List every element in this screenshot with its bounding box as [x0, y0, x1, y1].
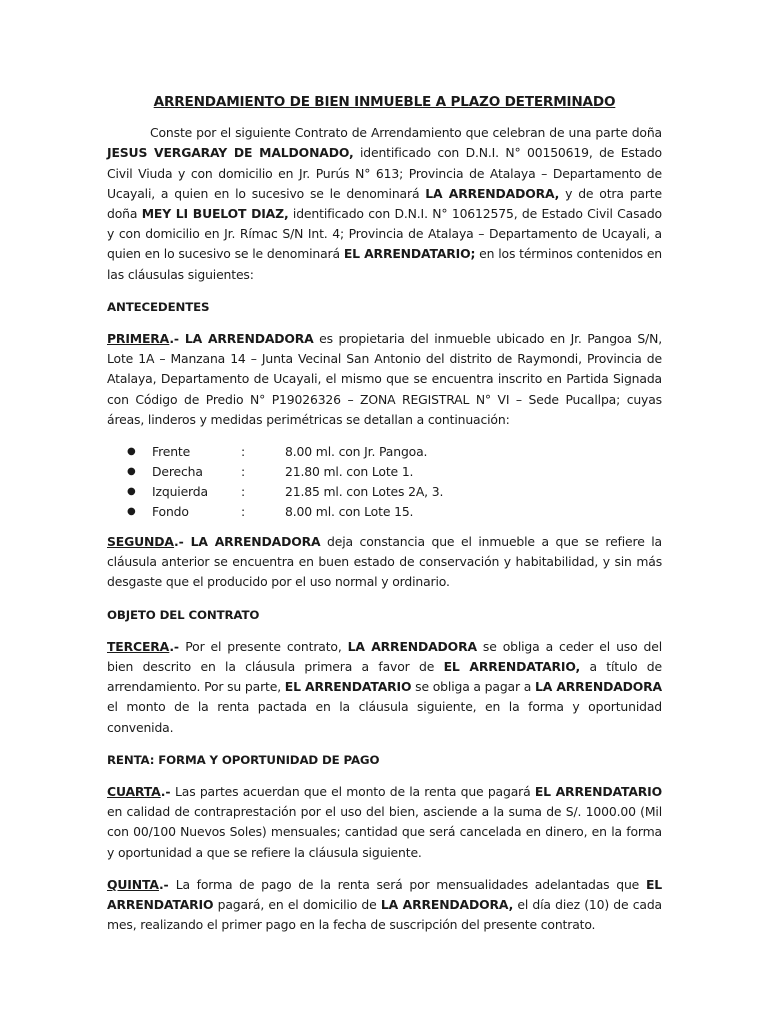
lessor-term: LA ARRENDADORA [190, 534, 321, 550]
clause-text: a título de arrendamiento. Por su parte, [107, 659, 662, 695]
boundary-colon: : [241, 463, 246, 479]
bullet-icon: ● [127, 505, 136, 517]
clause-text: en calidad de contraprestación por el uso del bien, asciende a la suma de S/. 1000.00 (Mil con 00/100 Nuevos Soles) mensuales; cantidad que será cancelada en dinero, en la forma y oportunidad a que se refiere la cláusula siguiente. [107, 804, 662, 860]
clause-separator: .- [174, 534, 191, 550]
clause-label: QUINTA [107, 876, 159, 892]
clause-separator: .- [169, 331, 185, 347]
clause-text: el día diez (10) de cada mes, realizando el primer pago en la fecha de suscripción del presente contrato. [107, 897, 662, 933]
lessor-term: LA ARRENDADORA [534, 679, 663, 695]
clause-text: Por el presente contrato, [185, 638, 348, 654]
boundary-value: 8.00 ml. con Lote 15. [285, 503, 414, 519]
clause-tercera [107, 637, 662, 738]
intro-text: identificado con D.N.I. N° 10612575, de Estado Civil Casado y con domicilio en Jr. Rímac S/N Int. 4; Provincia de Atalaya – Departamento de Ucayali, a quien en lo sucesivo se le denominará [107, 206, 662, 262]
clause-segunda [107, 532, 662, 593]
clause-text: se obliga a ceder el uso del bien descrito en la cláusula primera a favor de [107, 638, 662, 675]
list-item [127, 462, 662, 482]
boundary-colon: : [241, 483, 246, 499]
clause-label: PRIMERA [107, 331, 170, 347]
list-item [127, 482, 662, 502]
party-lessee-name: MEY LI BUELOT DIAZ, [141, 206, 289, 222]
clause-label: TERCERA [107, 638, 170, 654]
boundary-value: 21.80 ml. con Lote 1. [285, 463, 414, 479]
boundary-colon: : [241, 503, 246, 519]
property-boundaries-list [107, 442, 662, 522]
bullet-icon: ● [127, 445, 136, 457]
section-heading-renta: RENTA: FORMA Y OPORTUNIDAD DE PAGO [107, 752, 380, 767]
party-lessor-name: JESUS VERGARAY DE MALDONADO, [107, 145, 354, 161]
lessee-term: EL ARRENDATARIO [534, 784, 662, 800]
bullet-icon: ● [127, 465, 136, 477]
clause-separator: .- [169, 638, 186, 654]
lessee-term: EL ARRENDATARIO [107, 876, 662, 913]
lessor-term: LA ARRENDADORA, [380, 897, 514, 913]
clause-label: CUARTA [107, 784, 161, 800]
lessee-term: EL ARRENDATARIO; [343, 246, 476, 262]
list-item [127, 502, 662, 522]
list-item [127, 442, 662, 462]
clause-label: SEGUNDA [107, 534, 175, 550]
section-heading-antecedentes: ANTECEDENTES [107, 299, 210, 314]
clause-separator: .- [160, 784, 176, 800]
clause-quinta [107, 875, 662, 936]
clause-text: se obliga a pagar a [411, 679, 535, 695]
clause-text: el monto de la renta pactada en la cláusula siguiente, en la forma y oportunidad convenida. [107, 699, 662, 735]
boundary-colon: : [241, 443, 246, 459]
intro-paragraph [107, 123, 662, 285]
section-heading-objeto: OBJETO DEL CONTRATO [107, 607, 260, 622]
intro-text: identificado con D.N.I. N° 00150619, de Estado Civil Viuda y con domicilio en Jr. Purús N° 613; Provincia de Atalaya – Departamento de Ucayali, a quien en lo sucesivo se le denominará [107, 145, 662, 201]
lessee-term: EL ARRENDATARIO, [443, 659, 581, 675]
boundary-label: Fondo [152, 503, 189, 519]
boundary-value: 8.00 ml. con Jr. Pangoa. [285, 443, 428, 459]
intro-text: Conste por el siguiente Contrato de Arrendamiento que celebran de una parte doña [150, 125, 662, 141]
boundary-label: Derecha [152, 463, 203, 479]
clause-separator: .- [158, 876, 176, 892]
intro-text: y de otra parte doña [107, 185, 662, 222]
intro-text: en los términos contenidos en las cláusulas siguientes: [107, 246, 662, 282]
clause-text: pagará, en el domicilio de [213, 897, 381, 913]
lessee-term: EL ARRENDATARIO [284, 679, 412, 695]
clause-text: deja constancia que el inmueble a que se refiere la cláusula anterior se encuentra en buen estado de conservación y habitabilidad, y sin más desgaste que el producido por el uso normal y ordinario. [107, 534, 663, 590]
lessor-term: LA ARRENDADORA [184, 331, 314, 347]
clause-text: La forma de pago de la renta será por mensualidades adelantadas que [175, 876, 646, 892]
bullet-icon: ● [127, 485, 136, 497]
clause-text: es propietaria del inmueble ubicado en Jr. Pangoa S/N, Lote 1A – Manzana 14 – Junta Vecinal San Antonio del distrito de Raymondi, Provincia de Atalaya, Departamento de Ucayali, el mismo que se encuentra inscrito en Partida Signada con Código de Predio N° P19026326 – ZONA REGISTRAL N° VI – Sede Pucallpa; cuyas áreas, linderos y medidas perimétricas se detallan a continuación: [107, 331, 662, 427]
lessor-term: LA ARRENDADORA, [425, 185, 560, 201]
document-title: ARRENDAMIENTO DE BIEN INMUEBLE A PLAZO DETERMINADO [153, 94, 616, 110]
lessor-term: LA ARRENDADORA [347, 638, 477, 654]
clause-text: Las partes acuerdan que el monto de la renta que pagará [175, 784, 535, 800]
clause-primera [107, 329, 662, 430]
boundary-label: Frente [152, 443, 191, 459]
boundary-value: 21.85 ml. con Lotes 2A, 3. [285, 483, 444, 499]
boundary-label: Izquierda [152, 483, 208, 499]
clause-cuarta [107, 782, 662, 863]
